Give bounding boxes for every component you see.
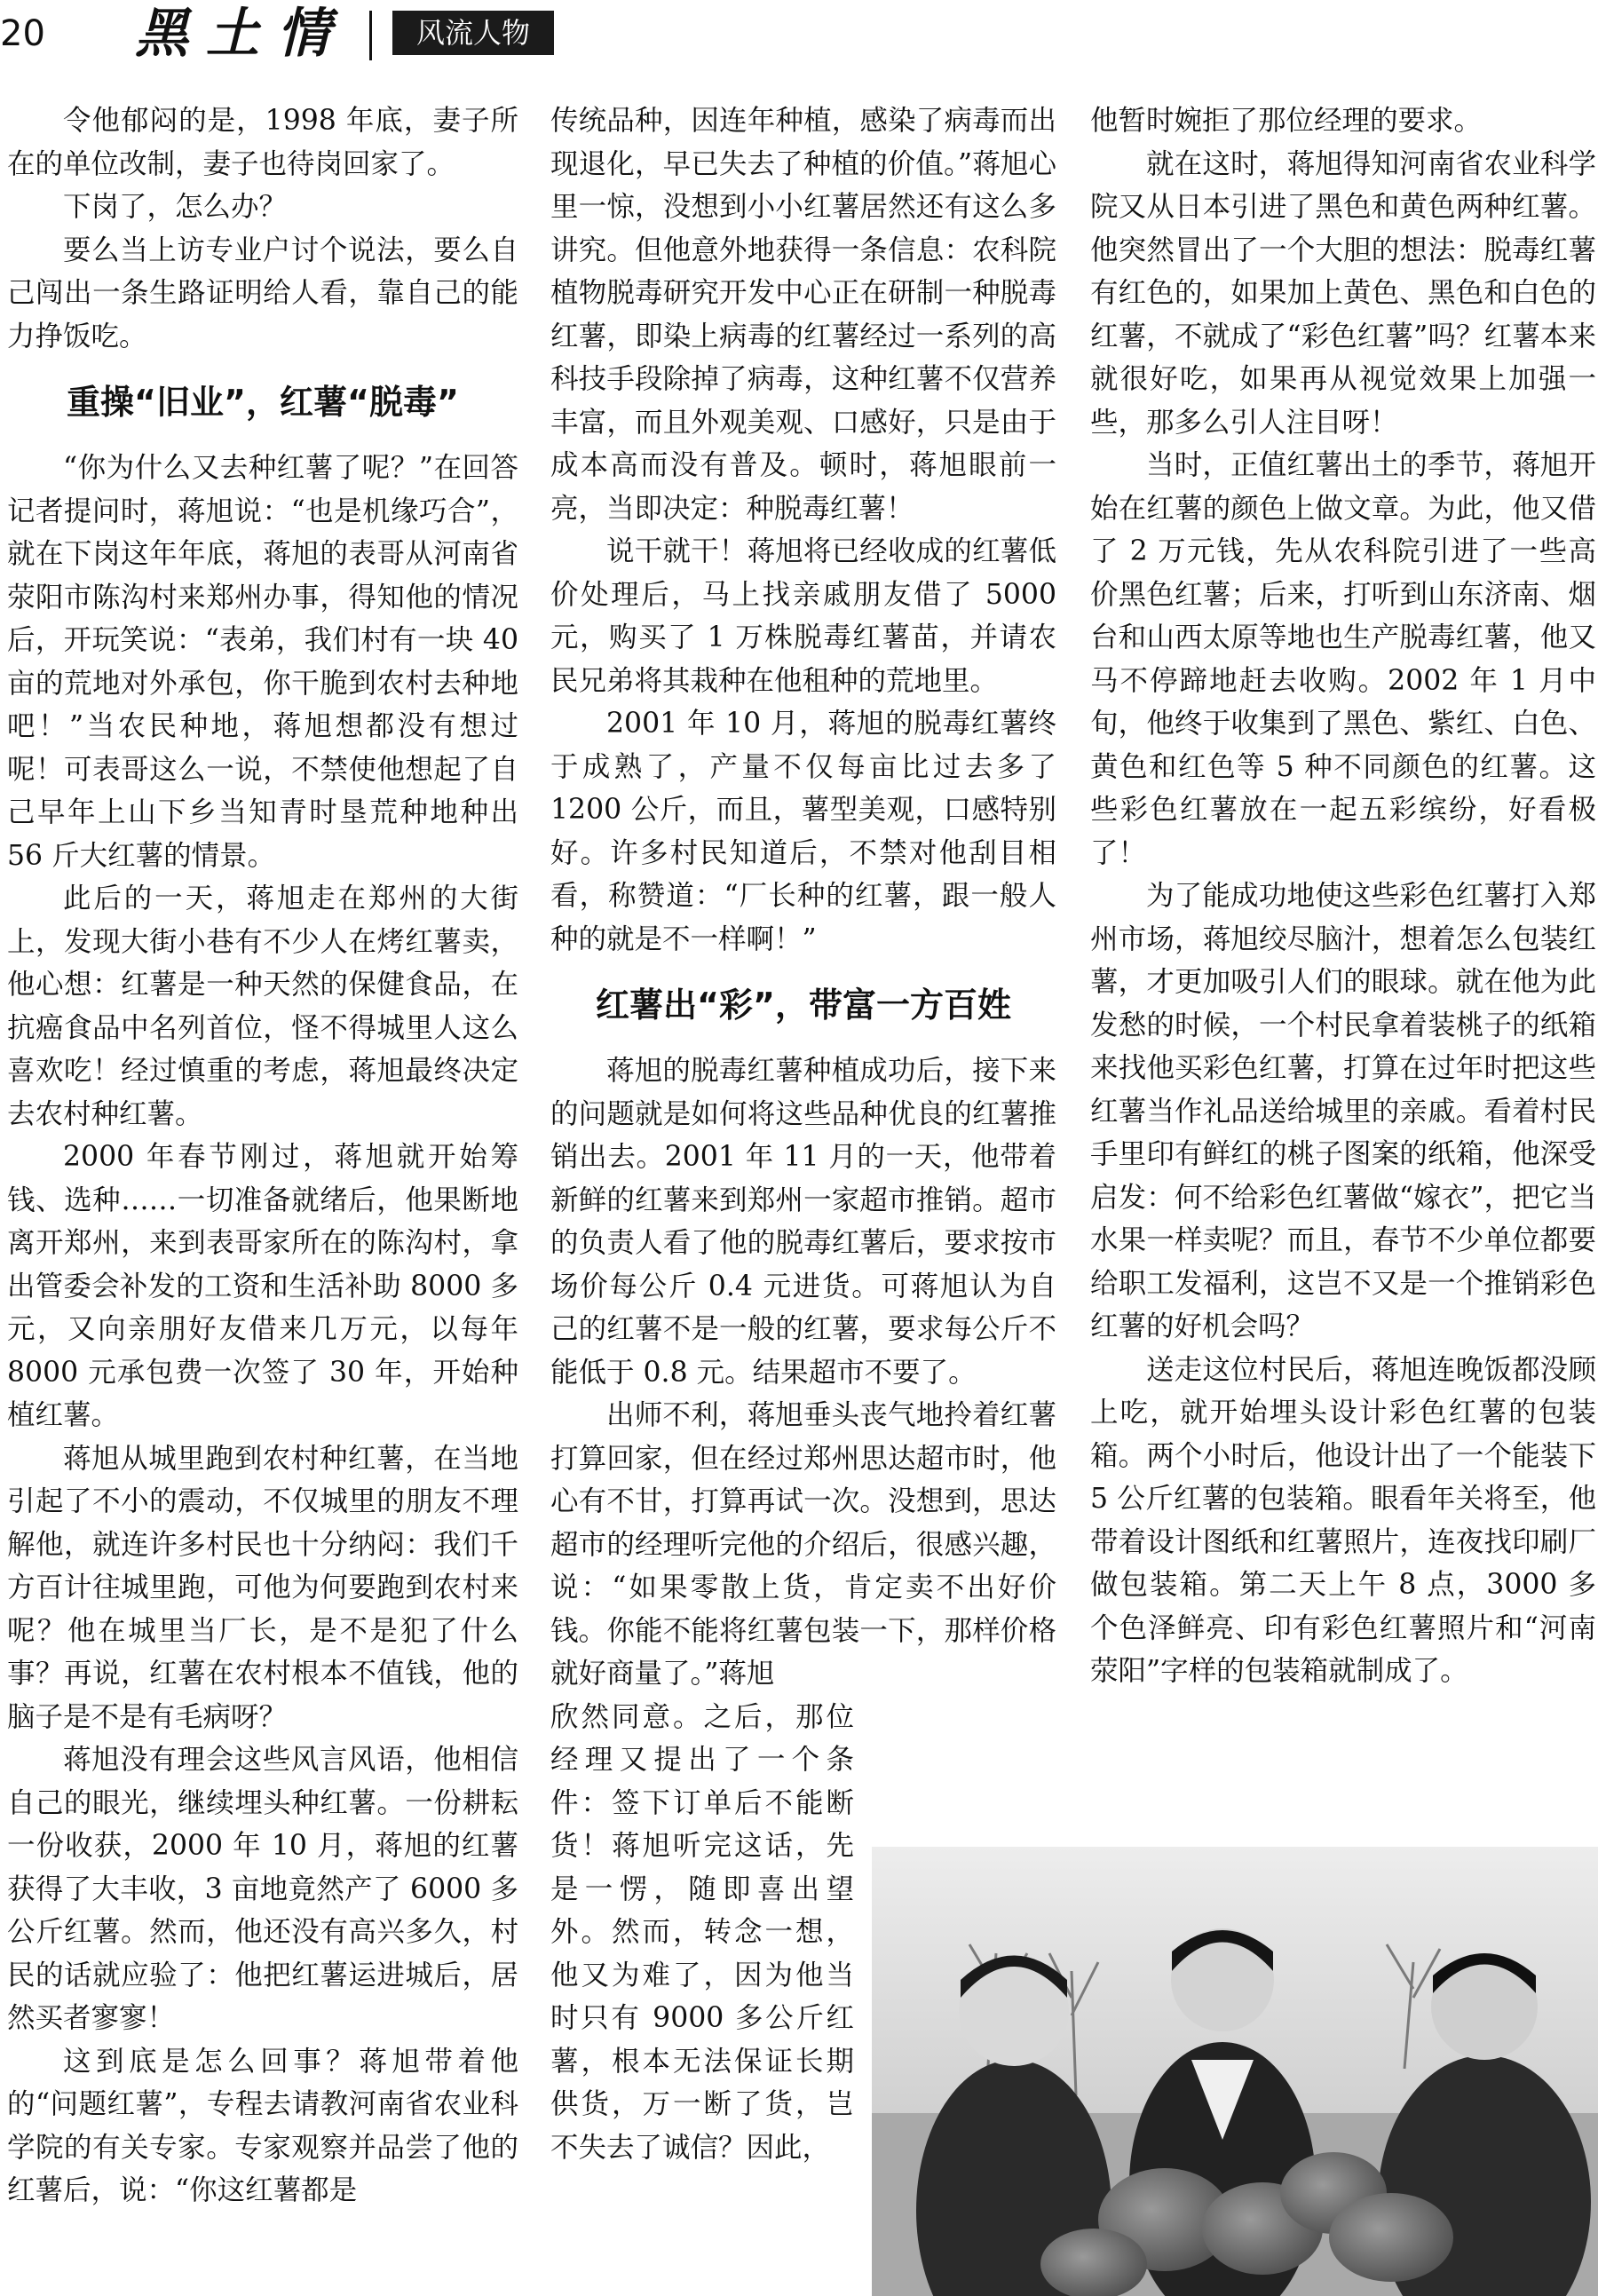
paragraph: 传统品种，因连年种植，感染了病毒而出现退化，早已失去了种植的价值。”蒋旭心里一惊，没想到小小红薯居然还有这么多讲究。但他意外地获得一条信息：农科院植物脱毒研究开发中心正在研制一种脱毒红薯，即染上病毒的红薯经过一系列的高科技手段除掉了病毒，这种红薯不仅营养丰富，而且外观美观、口感好，只是由于成本高而没有普及。顿时，蒋旭眼前一亮，当即决定：种脱毒红薯！: [550, 105, 1056, 525]
paragraph: 要么当上访专业户讨个说法，要么自己闯出一条生路证明给人看，靠自己的能力挣饭吃。: [7, 234, 518, 352]
paragraph: 蒋旭从城里跑到农村种红薯，在当地引起了不小的震动，不仅城里的朋友不理解他，就连许多村民也十分纳闷：我们千方百计往城里跑，可他为何要跑到农村来呢？他在城里当厂长，是不是犯了什么事？再说，红薯在农村根本不值钱，他的脑子是不是有毛病呀？: [7, 1442, 518, 1733]
paragraph: 就在这时，蒋旭得知河南省农业科学院又从日本引进了黑色和黄色两种红薯。他突然冒出了一个大胆的想法：脱毒红薯有红色的，如果加上黄色、黑色和白色的红薯，不就成了“彩色红薯”吗？红薯本来就很好吃，如果再从视觉效果上加强一些，那多么引人注目呀！: [1090, 147, 1596, 439]
section-badge: 风流人物: [392, 11, 554, 55]
paragraph: 说干就干！蒋旭将已经收成的红薯低价处理后，马上找亲戚朋友借了 5000 元，购买了 1 万株脱毒红薯苗，并请农民兄弟将其栽种在他租种的荒地里。: [550, 535, 1056, 697]
section-heading: 重操“旧业”，红薯“脱毒”: [67, 383, 459, 422]
paragraph: 蒋旭没有理会这些风言风语，他相信自己的眼光，继续埋头种红薯。一份耕耘一份收获，2000 年 10 月，蒋旭的红薯获得了大丰收，3 亩地竟然产了 6000 多公斤红薯。然而，他还没有高兴多久，村民的话就应验了：他把红薯运进城后，居然买者寥寥！: [7, 1744, 518, 2034]
section-heading: 红薯出“彩”，带富一方百姓: [596, 986, 1011, 1025]
page-number: 20: [0, 13, 45, 54]
article-column-3: [1090, 99, 1596, 1693]
paragraph: 他暂时婉拒了那位经理的要求。: [1090, 105, 1483, 137]
header-divider: [369, 11, 372, 60]
paragraph: 欣然同意。之后，那位经理又提出了一个条件：签下订单后不能断货！蒋旭听完这话，先是一愣，随即喜出望外。然而，转念一想，他又为难了，因为他当时只有 9000 多公斤红薯，根本无法保证长期供货，万一断了货，岂不失去了诚信？因此，: [550, 1700, 854, 2164]
magazine-logo: 黑土情: [135, 3, 348, 65]
article-photo: [872, 1847, 1598, 2296]
paragraph: “你为什么又去种红薯了呢？”在回答记者提问时，蒋旭说：“也是机缘巧合”，就在下岗这年年底，蒋旭的表哥从河南省荥阳市陈沟村来郑州办事，得知他的情况后，开玩笑说：“表弟，我们村有一块 40 亩的荒地对外承包，你干脆到农村去种地吧！”当农民种地，蒋旭想都没有想过呢！可表哥这么一说，不禁使他想起了自己早年上山下乡当知青时垦荒种地种出 56 斤大红薯的情景。: [7, 452, 518, 872]
paragraph: 2000 年春节刚过，蒋旭就开始筹钱、选种……一切准备就绪后，他果断地离开郑州，来到表哥家所在的陈沟村，拿出管委会补发的工资和生活补助 8000 多元，又向亲朋好友借来几万元，以每年 8000 元承包费一次签了 30 年，开始种植红薯。: [7, 1141, 518, 1431]
paragraph: 这到底是怎么回事？蒋旭带着他的“问题红薯”，专程去请教河南省农业科学院的有关专家。专家观察并品尝了他的红薯后，说：“你这红薯都是: [7, 2045, 518, 2206]
article-column-1: [7, 99, 518, 2213]
paragraph: 出师不利，蒋旭垂头丧气地拎着红薯打算回家，但在经过郑州思达超市时，他心有不甘，打算再试一次。没想到，思达超市的经理听完他的介绍后，很感兴趣，说：“如果零散上货，肯定卖不出好价钱。你能不能将红薯包装一下，那样价格就好商量了。”蒋旭: [550, 1399, 1056, 1690]
paragraph: 下岗了，怎么办？: [63, 191, 288, 223]
paragraph: 此后的一天，蒋旭走在郑州的大街上，发现大街小巷有不少人在烤红薯卖，他心想：红薯是一种天然的保健食品，在抗癌食品中名列首位，怪不得城里人这么喜欢吃！经过慎重的考虑，蒋旭最终决定去农村种红薯。: [7, 883, 518, 1130]
paragraph: 蒋旭的脱毒红薯种植成功后，接下来的问题就是如何将这些品种优良的红薯推销出去。2001 年 11 月的一天，他带着新鲜的红薯来到郑州一家超市推销。超市的负责人看了他的脱毒红薯后，要求按市场价每公斤 0.4 元进货。可蒋旭认为自己的红薯不是一般的红薯，要求每公斤不能低于 0.8 元。结果超市不要了。: [550, 1055, 1056, 1389]
page-header: [0, 0, 1598, 78]
paragraph: 2001 年 10 月，蒋旭的脱毒红薯终于成熟了，产量不仅每亩比过去多了 1200 公斤，而且，薯型美观，口感特别好。许多村民知道后，不禁对他刮目相看，称赞道：“厂长种的红薯，跟一般人种的就是不一样啊！”: [550, 708, 1056, 955]
photo-illustration: [872, 1847, 1598, 2296]
paragraph: 送走这位村民后，蒋旭连晚饭都没顾上吃，就开始埋头设计彩色红薯的包装箱。两个小时后，他设计出了一个能装下 5 公斤红薯的包装箱。眼看年关将至，他带着设计图纸和红薯照片，连夜找印刷厂做包装箱。第二天上午 8 点，3000 多个色泽鲜亮、印有彩色红薯照片和“河南荥阳”字样的包装箱就制成了。: [1090, 1353, 1596, 1687]
paragraph: 当时，正值红薯出土的季节，蒋旭开始在红薯的颜色上做文章。为此，他又借了 2 万元钱，先从农科院引进了一些高价黑色红薯；后来，打听到山东济南、烟台和山西太原等地也生产脱毒红薯，他又马不停蹄地赶去收购。2002 年 1 月中旬，他终于收集到了黑色、紫红、白色、黄色和红色等 5 种不同颜色的红薯。这些彩色红薯放在一起五彩缤纷，好看极了！: [1090, 449, 1596, 869]
paragraph: 为了能成功地使这些彩色红薯打入郑州市场，蒋旭绞尽脑汁，想着怎么包装红薯，才更加吸引人们的眼球。就在他为此发愁的时候，一个村民拿着装桃子的纸箱来找他买彩色红薯，打算在过年时把这些红薯当作礼品送给城里的亲戚。看着村民手里印有鲜红的桃子图案的纸箱，他深受启发：何不给彩色红薯做“嫁衣”，把它当水果一样卖呢？而且，春节不少单位都要给职工发福利，这岂不又是一个推销彩色红薯的好机会吗？: [1090, 880, 1596, 1342]
paragraph: 令他郁闷的是，1998 年底，妻子所在的单位改制，妻子也待岗回家了。: [7, 105, 518, 180]
